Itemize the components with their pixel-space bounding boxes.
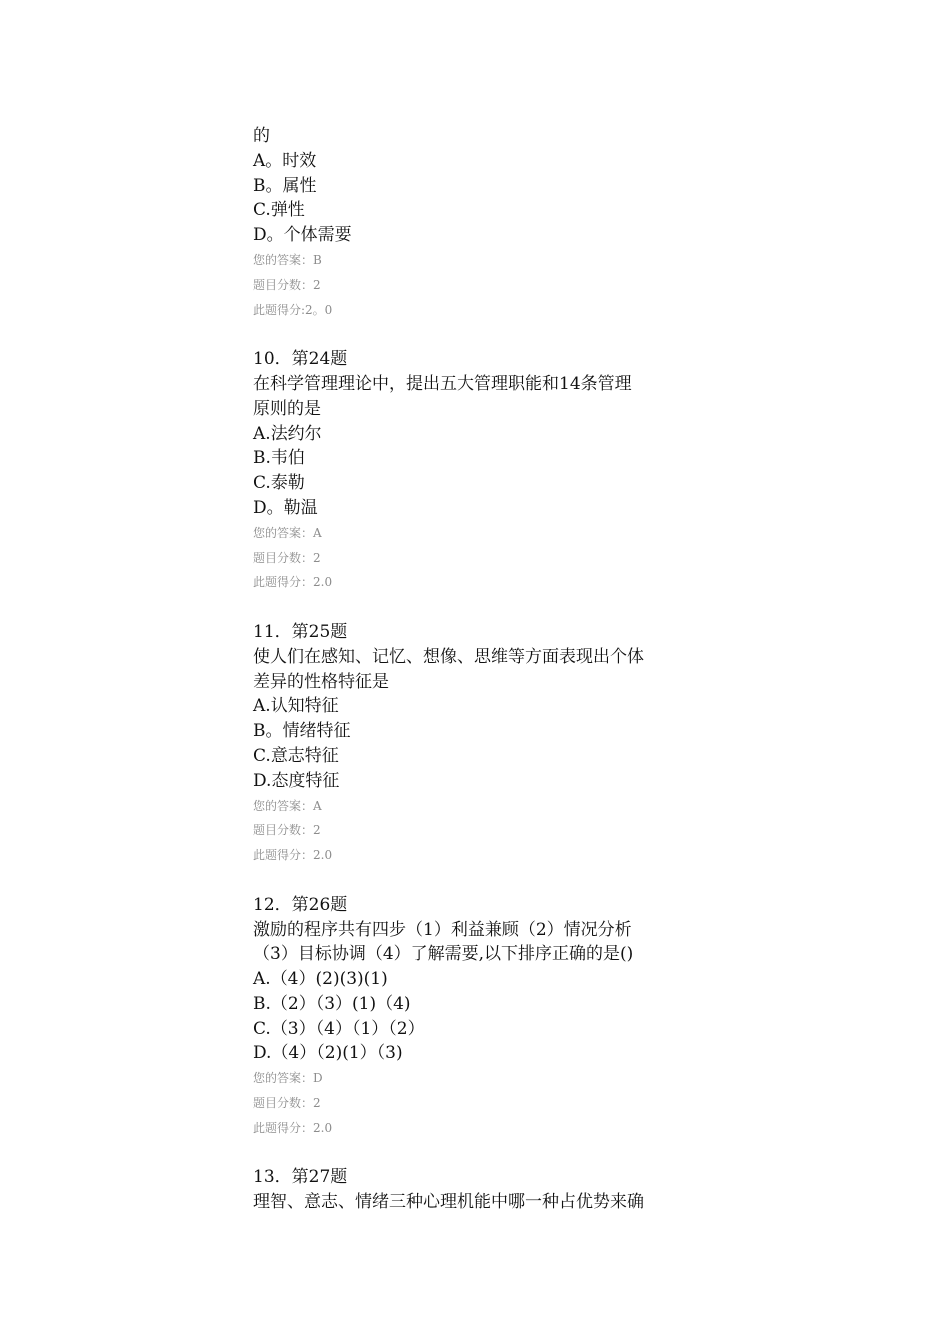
option-a: A。时效	[253, 150, 317, 171]
your-answer: 您的答案：D	[253, 1071, 323, 1086]
spacer	[253, 868, 713, 893]
earned-score: 此题得分：2.0	[253, 848, 333, 863]
your-answer: 您的答案：B	[253, 252, 322, 267]
question-stem-line: 原则的是	[253, 398, 321, 419]
question-stem-line: 理智、意志、情绪三种心理机能中哪一种占优势来确	[253, 1192, 644, 1213]
question-score: 题目分数：2	[253, 550, 321, 565]
option-b: B。属性	[253, 175, 317, 196]
question-heading: 13．第27题	[253, 1167, 348, 1188]
question-stem-line: 激励的程序共有四步（1）利益兼顾（2）情况分析	[253, 919, 632, 940]
question-heading: 12．第26题	[253, 894, 348, 915]
option-d: D.态度特征	[253, 770, 340, 791]
option-d: D.（4）（2)(1）（3)	[253, 1043, 403, 1064]
question-heading: 11．第25题	[253, 621, 348, 642]
question-score: 题目分数：2	[253, 823, 321, 838]
question-stem-line: 差异的性格特征是	[253, 671, 389, 692]
option-b: B.（2）（3）(1)（4)	[253, 993, 411, 1014]
option-d: D。勒温	[253, 497, 318, 518]
document-page	[253, 124, 713, 1215]
option-a: A.认知特征	[253, 696, 339, 717]
question-score: 题目分数：2	[253, 1096, 321, 1111]
question-stem-line: 使人们在感知、记忆、想像、思维等方面表现出个体	[253, 646, 644, 667]
option-c: C.泰勒	[253, 473, 305, 494]
question-score: 题目分数：2	[253, 277, 321, 292]
option-a: A.法约尔	[253, 423, 322, 444]
earned-score: 此题得分：2.0	[253, 1120, 333, 1135]
question-stem-line: （3）目标协调（4）了解需要,以下排序正确的是()	[253, 944, 634, 965]
question-stem-line: 在科学管理理论中，提出五大管理职能和14条管理	[253, 373, 632, 394]
question-block-12	[253, 893, 713, 1141]
option-a: A.（4）(2)(3)(1)	[253, 969, 388, 990]
spacer	[253, 1141, 713, 1166]
option-c: C.意志特征	[253, 745, 339, 766]
your-answer: 您的答案：A	[253, 525, 322, 540]
earned-score: 此题得分：2.0	[253, 575, 333, 590]
option-b: B。情绪特征	[253, 721, 351, 742]
your-answer: 您的答案：A	[253, 798, 322, 813]
option-c: C.（3）（4）（1）（2）	[253, 1018, 425, 1039]
option-d: D。个体需要	[253, 225, 352, 246]
spacer	[253, 595, 713, 620]
option-c: C.弹性	[253, 200, 305, 221]
question-stem-line: 的	[253, 126, 270, 146]
spacer	[253, 322, 713, 347]
question-block-prev	[253, 124, 713, 322]
question-block-11	[253, 620, 713, 868]
question-block-10	[253, 347, 713, 595]
question-block-13	[253, 1165, 713, 1215]
question-heading: 10．第24题	[253, 349, 348, 370]
option-b: B.韦伯	[253, 448, 305, 469]
earned-score: 此题得分:2。0	[253, 302, 333, 317]
